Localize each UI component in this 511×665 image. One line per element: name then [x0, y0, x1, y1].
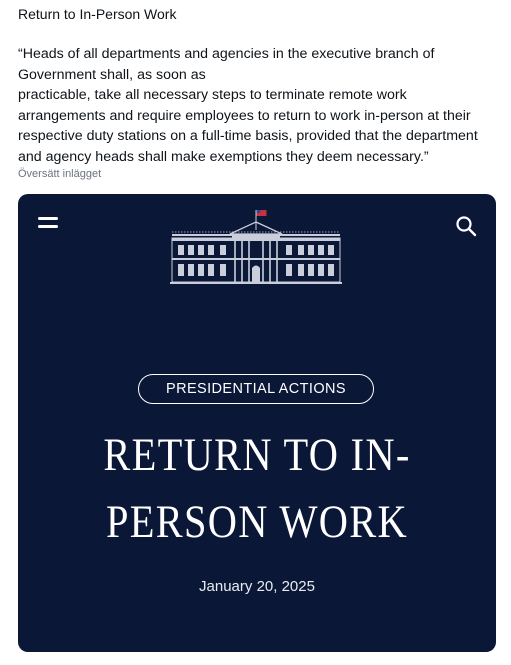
translate-post-link[interactable]: Översätt inlägget: [18, 168, 102, 180]
post-body-line: arrangements and require employees to return to work in-person at their: [18, 107, 471, 124]
link-preview-card[interactable]: [18, 194, 496, 652]
post-title: Return to In-Person Work: [18, 6, 177, 22]
publish-date: January 20, 2025: [199, 578, 315, 595]
post-body: [18, 44, 498, 167]
post-body-line: and agency heads shall make exemptions they deem necessary.”: [18, 148, 429, 165]
post-body-line: practicable, take all necessary steps to terminate remote work: [18, 87, 407, 103]
post-body-line: “Heads of all departments and agencies in the executive branch of: [18, 46, 435, 62]
post-body-line: respective duty stations on a full-time basis, provided that the department: [18, 128, 478, 144]
category-badge[interactable]: PRESIDENTIAL ACTIONS: [138, 374, 374, 404]
search-icon[interactable]: [454, 214, 478, 238]
white-house-logo: [168, 208, 344, 286]
post-body-line: Government shall, as soon as: [18, 66, 206, 83]
headline-line-2: PERSON WORK: [105, 496, 409, 548]
hamburger-menu-icon[interactable]: [38, 217, 60, 231]
headline-line-1: RETURN TO IN-: [103, 429, 411, 481]
